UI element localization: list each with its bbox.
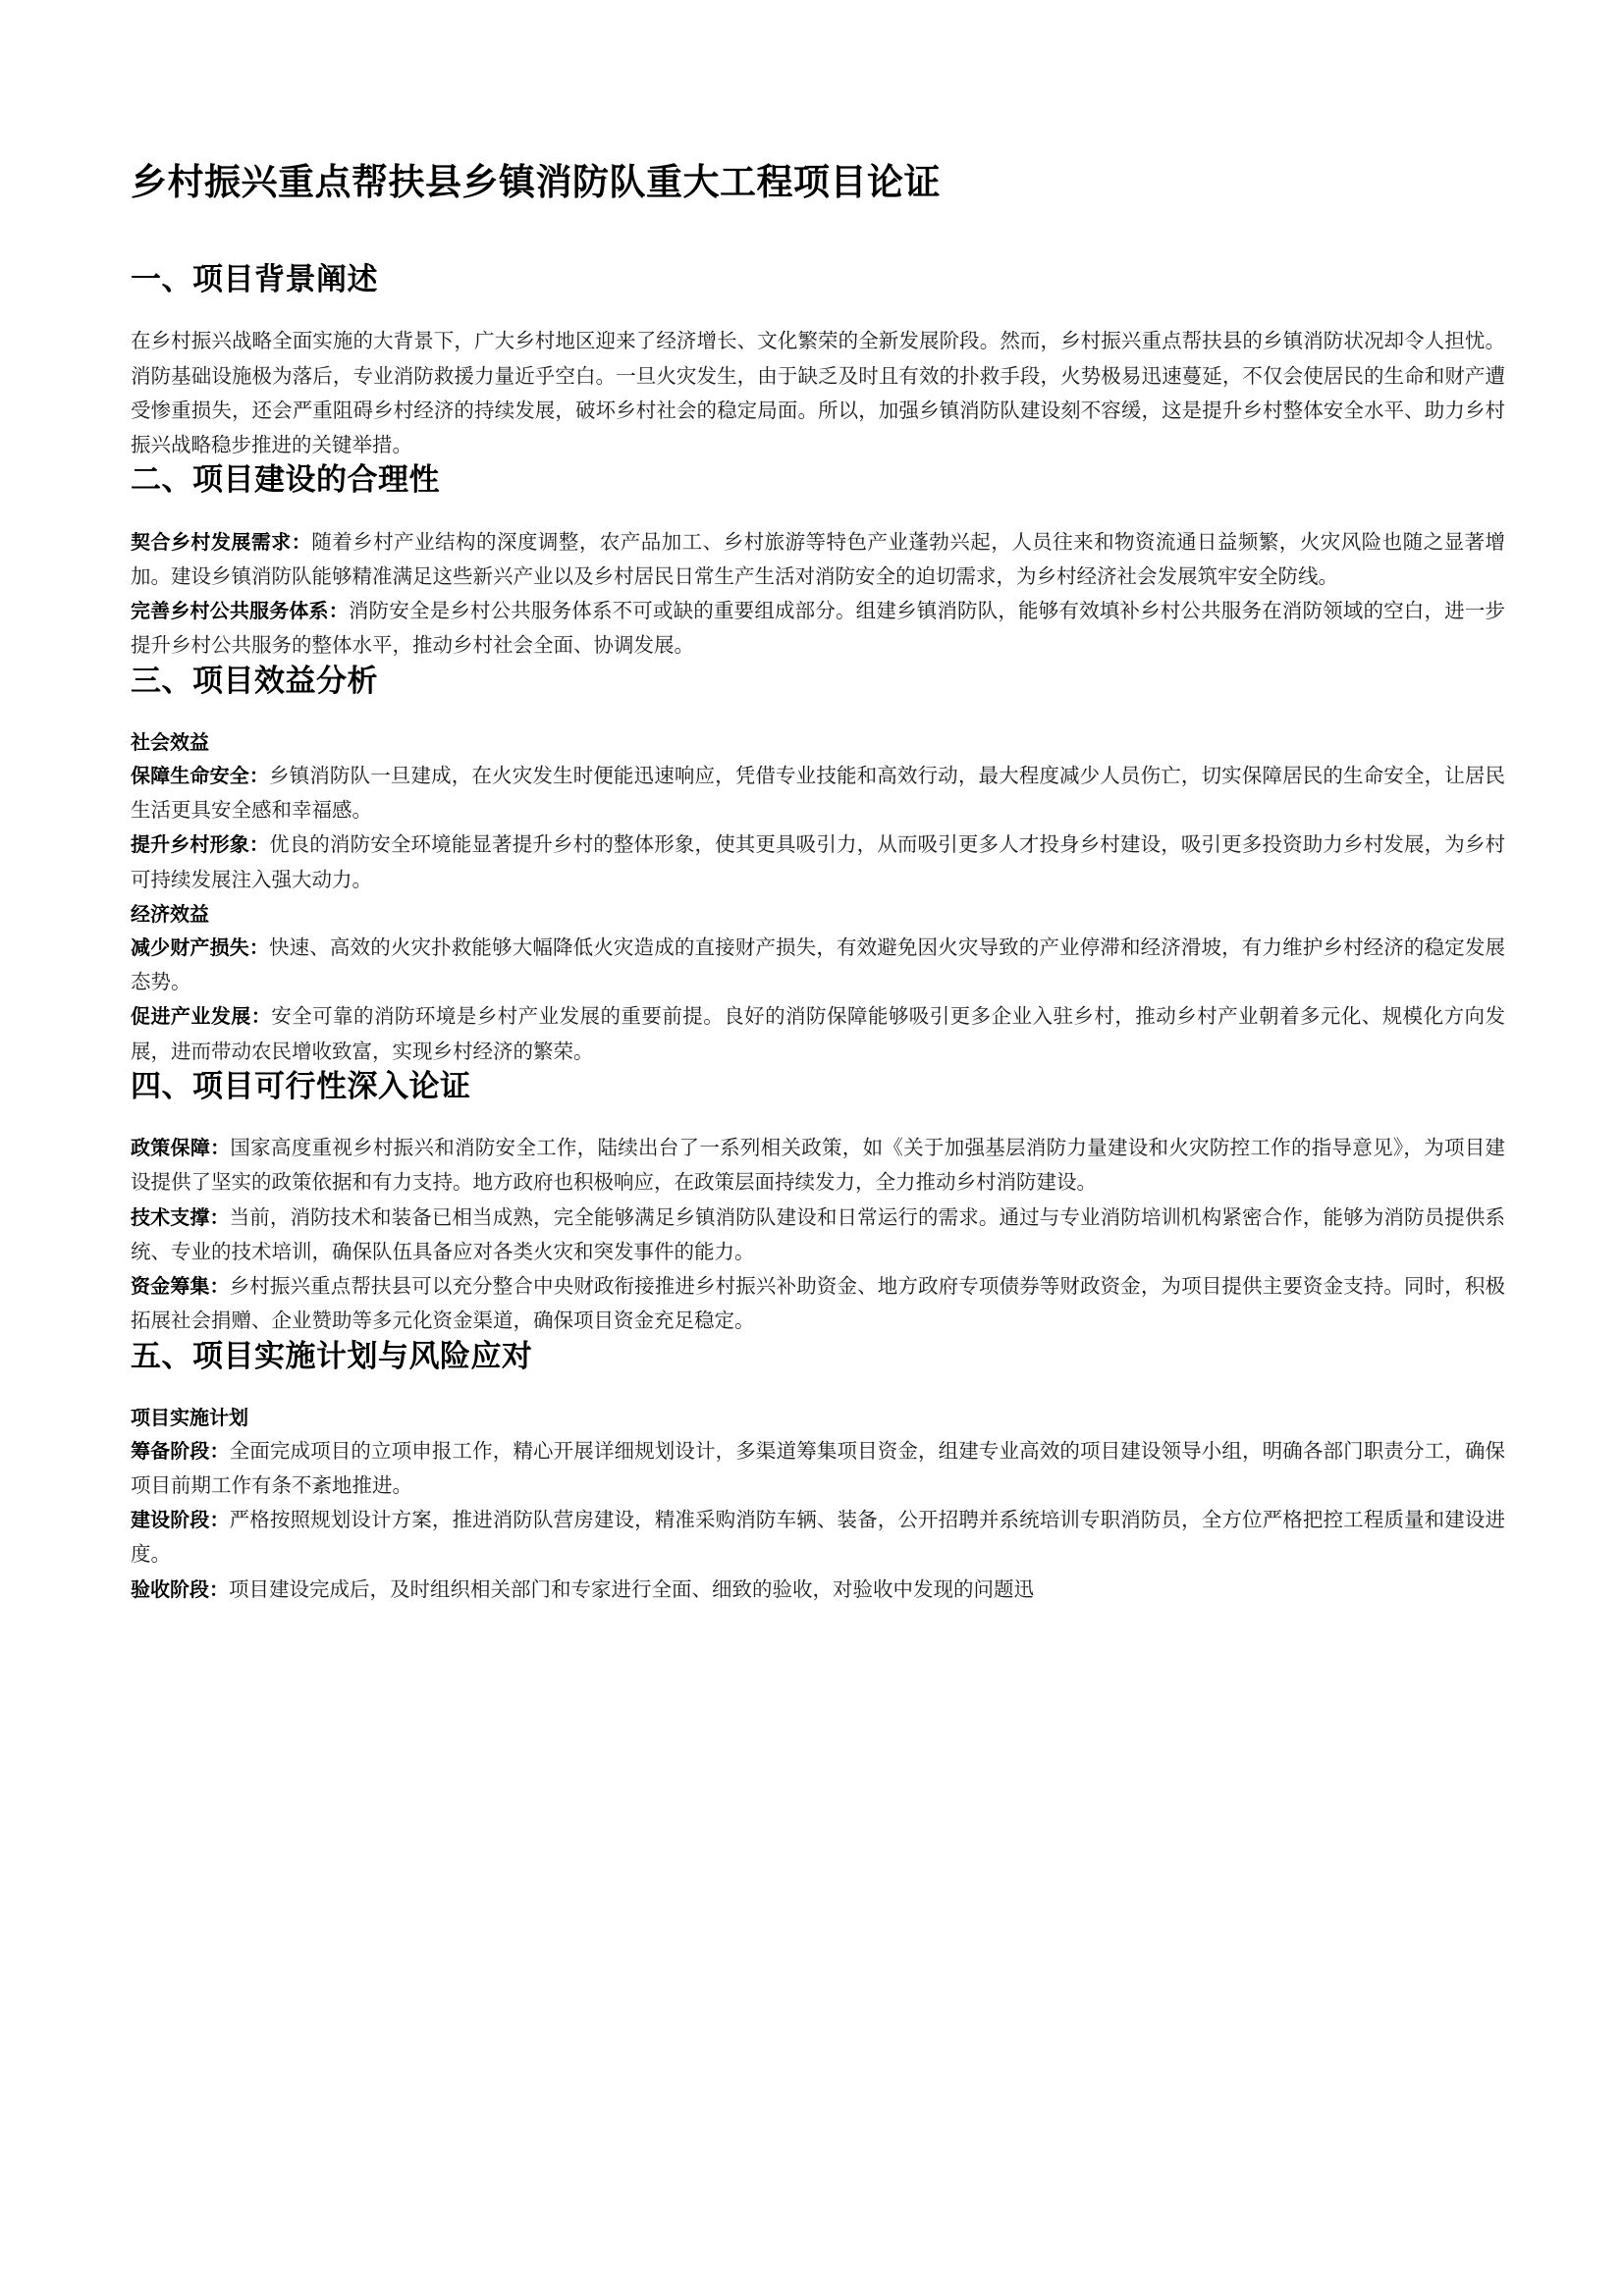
section-heading-2: 二、项目建设的合理性 — [131, 462, 440, 499]
paragraph-lead: 资金筹集： — [131, 1274, 230, 1298]
section-heading-3: 三、项目效益分析 — [131, 663, 378, 699]
paragraph-body: 快速、高效的火灾扑救能够大幅降低火灾造成的直接财产损失，有效避免因火灾导致的产业停滞和经济滑坡，有力维护乡村经济的稳定发展态势。 — [131, 934, 1506, 994]
sublabel-economic-benefit: 经济效益 — [131, 901, 209, 926]
paragraph-industry-growth — [131, 999, 1505, 1069]
paragraph-lead: 技术支撑： — [131, 1204, 230, 1229]
paragraph-body: 乡镇消防队一旦建成，在火灾发生时便能迅速响应，凭借专业技能和高效行动，最大程度减少人员伤亡，切实保障居民的生命安全，让居民生活更具安全感和幸福感。 — [131, 763, 1506, 823]
section-heading-1: 一、项目背景阐述 — [131, 262, 378, 298]
section-heading-5: 五、项目实施计划与风险应对 — [131, 1338, 533, 1374]
paragraph-technical-support — [131, 1201, 1505, 1270]
paragraph-lead: 完善乡村公共服务体系： — [131, 599, 349, 623]
paragraph-lead: 验收阶段： — [131, 1576, 229, 1601]
paragraph-body: 消防安全是乡村公共服务体系不可或缺的重要组成部分。组建乡镇消防队，能够有效填补乡村公共服务在消防领域的空白，进一步提升乡村公共服务的整体水平，推动乡村社会全面、协调发展。 — [131, 599, 1505, 658]
paragraph-lead: 提升乡村形象： — [131, 832, 269, 857]
sublabel-social-benefit: 社会效益 — [131, 729, 209, 754]
paragraph-body: 严格按照规划设计方案，推进消防队营房建设，精准采购消防车辆、装备，公开招聘并系统培训专职消防员，全方位严格把控工程质量和建设进度。 — [131, 1508, 1506, 1567]
paragraph-body: 全面完成项目的立项申报工作，精心开展详细规划设计，多渠道筹集项目资金，组建专业高效的项目建设领导小组，明确各部门职责分工，确保项目前期工作有条不紊地推进。 — [131, 1438, 1506, 1497]
paragraph-lead: 契合乡村发展需求： — [131, 529, 312, 554]
paragraph-acceptance-phase — [131, 1573, 1505, 1607]
paragraph-body: 安全可靠的消防环境是乡村产业发展的重要前提。良好的消防保障能够吸引更多企业入驻乡村，推动乡村产业朝着多元化、规模化方向发展，进而带动农民增收致富，实现乡村经济的繁荣。 — [131, 1004, 1506, 1063]
paragraph-lead: 减少财产损失： — [131, 934, 269, 959]
page-title: 乡村振兴重点帮扶县乡镇消防队重大工程项目论证 — [131, 161, 941, 203]
paragraph-body: 优良的消防安全环境能显著提升乡村的整体形象，使其更具吸引力，从而吸引更多人才投身乡村建设，吸引更多投资助力乡村发展，为乡村可持续发展注入强大动力。 — [131, 832, 1506, 891]
paragraph-construction-phase — [131, 1503, 1505, 1573]
paragraph-lead: 筹备阶段： — [131, 1438, 230, 1463]
paragraph-funding — [131, 1269, 1505, 1339]
paragraph-rationale-services — [131, 594, 1505, 664]
paragraph-background: 在乡村振兴战略全面实施的大背景下，广大乡村地区迎来了经济增长、文化繁荣的全新发展阶段。然而，乡村振兴重点帮扶县的乡镇消防状况却令人担忧。消防基础设施极为落后，专业消防救援力量近乎空白。一旦火灾发生，由于缺乏及时且有效的扑救手段，火势极易迅速蔓延，不仅会使居民的生命和财产遭受惨重损失，还会严重阻碍乡村经济的持续发展，破坏乡村社会的稳定局面。所以，加强乡镇消防队建设刻不容缓，这是提升乡村整体安全水平、助力乡村振兴战略稳步推进的关键举措。 — [131, 329, 1505, 457]
sublabel-implementation-plan: 项目实施计划 — [131, 1405, 248, 1429]
paragraph-lead: 建设阶段： — [131, 1508, 230, 1532]
paragraph-body: 国家高度重视乡村振兴和消防安全工作，陆续出台了一系列相关政策，如《关于加强基层消防力量建设和火灾防控工作的指导意见》，为项目建设提供了坚实的政策依据和有力支持。地方政府也积极响应，在政策层面持续发力，全力推动乡村消防建设。 — [131, 1136, 1506, 1195]
paragraph-lead: 政策保障： — [131, 1136, 231, 1159]
paragraph-policy-support — [131, 1131, 1505, 1201]
section-heading-4: 四、项目可行性深入论证 — [131, 1068, 471, 1104]
paragraph-body: 项目建设完成后，及时组织相关部门和专家进行全面、细致的验收，对验收中发现的问题迅 — [229, 1576, 1034, 1601]
paragraph-body: 随着乡村产业结构的深度调整，农产品加工、乡村旅游等特色产业蓬勃兴起，人员往来和物资流通日益频繁，火灾风险也随之显著增加。建设乡镇消防队能够精准满足这些新兴产业以及乡村居民日常生产生活对消防安全的迫切需求，为乡村经济社会发展筑牢安全防线。 — [131, 529, 1506, 588]
paragraph-rationale-demand — [131, 525, 1505, 595]
paragraph-body: 当前，消防技术和装备已相当成熟，完全能够满足乡镇消防队建设和日常运行的需求。通过与专业消防培训机构紧密合作，能够为消防员提供系统、专业的技术培训，确保队伍具备应对各类火灾和突发事件的能力。 — [131, 1204, 1506, 1263]
paragraph-village-image — [131, 828, 1505, 897]
paragraph-body: 乡村振兴重点帮扶县可以充分整合中央财政衔接推进乡村振兴补助资金、地方政府专项债券等财政资金，为项目提供主要资金支持。同时，积极拓展社会捐赠、企业赞助等多元化资金渠道，确保项目资金充足稳定。 — [131, 1274, 1506, 1333]
paragraph-property-loss — [131, 931, 1505, 1000]
paragraph-lead: 促进产业发展： — [131, 1004, 272, 1029]
paragraph-preparation-phase — [131, 1434, 1505, 1504]
paragraph-lead: 保障生命安全： — [131, 763, 269, 787]
paragraph-life-safety — [131, 759, 1505, 828]
